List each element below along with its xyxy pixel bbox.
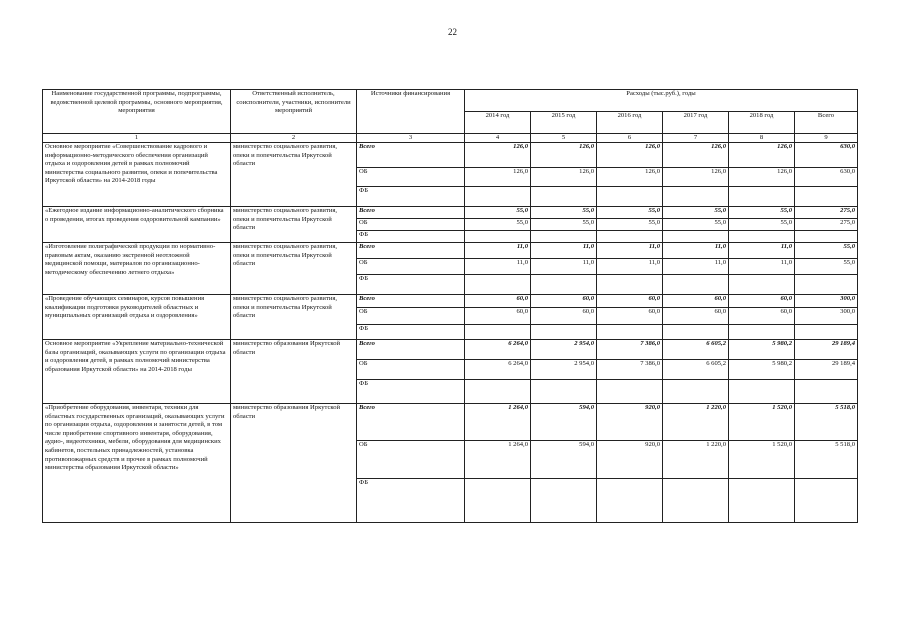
value-cell: 60,0: [597, 308, 663, 325]
value-cell: 60,0: [663, 295, 729, 308]
value-cell: 1 264,0: [465, 441, 531, 479]
activity-name: «Проведение обучающих семинаров, курсов повышения квалификации подготовки руководителей областных и муниципальных организаций отдыха и оздоровления»: [43, 295, 231, 340]
value-cell: [729, 187, 795, 207]
value-cell: 126,0: [663, 143, 729, 168]
value-cell: 1 520,0: [729, 441, 795, 479]
value-cell: 7 386,0: [597, 340, 663, 360]
value-cell: [729, 325, 795, 340]
value-cell: 55,0: [531, 219, 597, 231]
column-index: 8: [729, 134, 795, 143]
value-cell: 920,0: [597, 404, 663, 441]
value-cell: [663, 187, 729, 207]
funding-source: ОБ: [357, 259, 465, 275]
value-cell: 55,0: [465, 219, 531, 231]
value-cell: 11,0: [729, 259, 795, 275]
column-index: 1: [43, 134, 231, 143]
value-cell: [663, 479, 729, 523]
expenses-table: [42, 89, 858, 523]
funding-source: ФБ: [357, 275, 465, 295]
value-cell: 126,0: [729, 143, 795, 168]
value-cell: 5 980,2: [729, 340, 795, 360]
value-cell: 6 605,2: [663, 360, 729, 380]
column-index: 3: [357, 134, 465, 143]
activity-name: Основное мероприятие «Совершенствование кадрового и информационно-методического обеспечения организаций отдыха и оздоровления детей в рамках полномочий министерства социального развития, опеки и попечительства Иркутской области» на 2014-2018 годы: [43, 143, 231, 207]
value-cell: 6 605,2: [663, 340, 729, 360]
funding-source: ОБ: [357, 168, 465, 187]
value-cell: 55,0: [465, 207, 531, 219]
value-cell: 594,0: [531, 441, 597, 479]
header-year-2014: 2014 год: [465, 112, 531, 134]
value-cell: [531, 325, 597, 340]
value-cell: 126,0: [531, 143, 597, 168]
value-cell: 7 386,0: [597, 360, 663, 380]
value-cell: 11,0: [597, 259, 663, 275]
value-cell: 60,0: [465, 295, 531, 308]
activity-name: Основное мероприятие «Укрепление материально-технической базы организаций, оказывающих услуги по организации отдыха и оздоровления детей, в рамках полномочий министерства образования Иркутской области» на 2014-2018 годы: [43, 340, 231, 404]
value-cell: 6 264,0: [465, 360, 531, 380]
value-cell: 11,0: [465, 259, 531, 275]
value-cell: [663, 275, 729, 295]
header-funding-source: Источники финансирования: [357, 90, 465, 134]
funding-source: ОБ: [357, 441, 465, 479]
value-cell: 594,0: [531, 404, 597, 441]
value-cell: [531, 479, 597, 523]
value-cell: [531, 380, 597, 404]
value-cell: 126,0: [597, 168, 663, 187]
value-cell: 11,0: [531, 259, 597, 275]
value-cell: 5 980,2: [729, 360, 795, 380]
value-cell: 1 264,0: [465, 404, 531, 441]
value-cell: 126,0: [531, 168, 597, 187]
value-cell: [465, 325, 531, 340]
value-cell: [663, 325, 729, 340]
value-cell: [597, 231, 663, 243]
value-cell: [465, 187, 531, 207]
value-cell: 275,0: [795, 219, 858, 231]
header-year-2017: 2017 год: [663, 112, 729, 134]
activity-executor: министерство социального развития, опеки и попечительства Иркутской области: [231, 295, 357, 340]
value-cell: [795, 231, 858, 243]
value-cell: 1 220,0: [663, 441, 729, 479]
activity-name: «Ежегодное издание информационно-аналитического сборника о проведении, итогах проведения оздоровительной кампании»: [43, 207, 231, 243]
value-cell: 11,0: [663, 243, 729, 259]
funding-source: ОБ: [357, 360, 465, 380]
activity-executor: министерство образования Иркутской области: [231, 340, 357, 404]
header-expenses: Расходы (тыс.руб.), годы: [465, 90, 858, 112]
funding-source: ОБ: [357, 308, 465, 325]
value-cell: 126,0: [465, 143, 531, 168]
value-cell: 630,0: [795, 168, 858, 187]
funding-source: Всего: [357, 295, 465, 308]
value-cell: 11,0: [663, 259, 729, 275]
value-cell: [597, 325, 663, 340]
value-cell: [795, 275, 858, 295]
column-index: 2: [231, 134, 357, 143]
value-cell: 2 954,0: [531, 340, 597, 360]
value-cell: 60,0: [729, 295, 795, 308]
value-cell: [531, 275, 597, 295]
value-cell: [597, 275, 663, 295]
value-cell: 60,0: [663, 308, 729, 325]
value-cell: 2 954,0: [531, 360, 597, 380]
value-cell: [597, 187, 663, 207]
value-cell: [597, 380, 663, 404]
activity-executor: министерство социального развития, опеки и попечительства Иркутской области: [231, 143, 357, 207]
value-cell: 300,0: [795, 308, 858, 325]
value-cell: [729, 479, 795, 523]
funding-source: Всего: [357, 243, 465, 259]
value-cell: 920,0: [597, 441, 663, 479]
value-cell: [465, 380, 531, 404]
activity-executor: министерство социального развития, опеки и попечительства Иркутской области: [231, 207, 357, 243]
value-cell: 29 189,4: [795, 340, 858, 360]
funding-source: ОБ: [357, 219, 465, 231]
column-index: 6: [597, 134, 663, 143]
value-cell: [729, 275, 795, 295]
value-cell: 55,0: [729, 219, 795, 231]
funding-source: ФБ: [357, 231, 465, 243]
funding-source: Всего: [357, 207, 465, 219]
value-cell: [465, 479, 531, 523]
value-cell: 60,0: [729, 308, 795, 325]
value-cell: 60,0: [531, 295, 597, 308]
value-cell: 126,0: [663, 168, 729, 187]
header-year-2015: 2015 год: [531, 112, 597, 134]
funding-source: ФБ: [357, 325, 465, 340]
value-cell: 11,0: [729, 243, 795, 259]
value-cell: 300,0: [795, 295, 858, 308]
value-cell: 60,0: [597, 295, 663, 308]
value-cell: 6 264,0: [465, 340, 531, 360]
column-index: 9: [795, 134, 858, 143]
value-cell: 126,0: [597, 143, 663, 168]
value-cell: 5 518,0: [795, 441, 858, 479]
value-cell: 11,0: [531, 243, 597, 259]
funding-source: ФБ: [357, 187, 465, 207]
funding-source: ФБ: [357, 380, 465, 404]
value-cell: [465, 275, 531, 295]
value-cell: [663, 231, 729, 243]
value-cell: [795, 325, 858, 340]
value-cell: 126,0: [465, 168, 531, 187]
header-year-2018: 2018 год: [729, 112, 795, 134]
value-cell: [729, 380, 795, 404]
value-cell: 60,0: [465, 308, 531, 325]
value-cell: [531, 231, 597, 243]
value-cell: 11,0: [597, 243, 663, 259]
value-cell: 55,0: [531, 207, 597, 219]
activity-executor: министерство образования Иркутской области: [231, 404, 357, 523]
value-cell: [729, 231, 795, 243]
page-number: 22: [448, 27, 457, 37]
value-cell: 5 518,0: [795, 404, 858, 441]
value-cell: 11,0: [465, 243, 531, 259]
value-cell: 55,0: [597, 219, 663, 231]
column-index: 4: [465, 134, 531, 143]
funding-source: ФБ: [357, 479, 465, 523]
value-cell: 55,0: [663, 207, 729, 219]
value-cell: [531, 187, 597, 207]
activity-executor: министерство социального развития, опеки и попечительства Иркутской области: [231, 243, 357, 295]
value-cell: 29 189,4: [795, 360, 858, 380]
value-cell: 630,0: [795, 143, 858, 168]
activity-name: «Приобретение оборудования, инвентаря, техники для областных государственных организаций, оказывающих услуги по организации отдыха, оздоровления и занятости детей, в том числе приобретение спортивного инвентаря, оборудования, аудио-, видеотехники, мебели, оборудования для медицинских кабинетов, постельных принадлежностей, установка противопожарных средств и прочее в рамках полномочий министерства образования Иркутской области»: [43, 404, 231, 523]
value-cell: [663, 380, 729, 404]
activity-name: «Изготовление полиграфической продукции по нормативно-правовым актам, оказанию экстренной неотложной медицинской помощи, материалов по организационно-методическому обеспечению летнего отдыха»: [43, 243, 231, 295]
header-executor: Ответственный исполнитель, соисполнители, участники, исполнители мероприятий: [231, 90, 357, 134]
funding-source: Всего: [357, 404, 465, 441]
value-cell: 60,0: [531, 308, 597, 325]
value-cell: 126,0: [729, 168, 795, 187]
value-cell: 275,0: [795, 207, 858, 219]
funding-source: Всего: [357, 143, 465, 168]
header-program-name: Наименование государственной программы, подпрограммы, ведомственной целевой программы, основного мероприятия, мероприятия: [43, 90, 231, 134]
value-cell: 55,0: [597, 207, 663, 219]
value-cell: [795, 187, 858, 207]
column-index: 5: [531, 134, 597, 143]
value-cell: 55,0: [729, 207, 795, 219]
value-cell: [465, 231, 531, 243]
value-cell: 55,0: [795, 243, 858, 259]
value-cell: 55,0: [663, 219, 729, 231]
value-cell: [597, 479, 663, 523]
value-cell: 55,0: [795, 259, 858, 275]
value-cell: 1 220,0: [663, 404, 729, 441]
funding-source: Всего: [357, 340, 465, 360]
value-cell: 1 520,0: [729, 404, 795, 441]
header-total: Всего: [795, 112, 858, 134]
column-index: 7: [663, 134, 729, 143]
value-cell: [795, 380, 858, 404]
value-cell: [795, 479, 858, 523]
header-year-2016: 2016 год: [597, 112, 663, 134]
